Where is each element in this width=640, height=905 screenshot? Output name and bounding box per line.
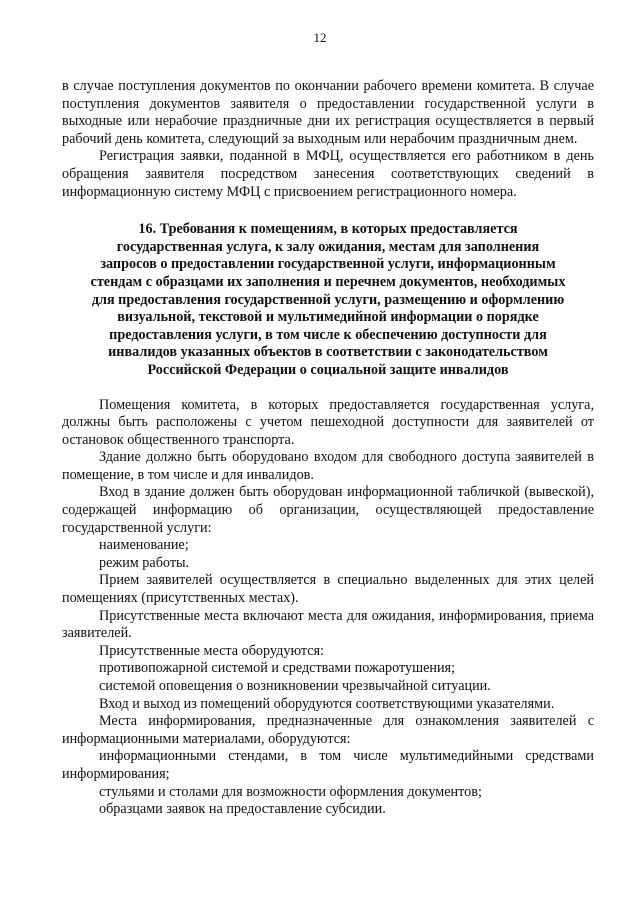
section-heading-line: предоставления услуги, в том числе к обеспечению доступности для <box>109 326 547 343</box>
page-number: 12 <box>313 30 327 45</box>
list-item: наименование; <box>99 537 189 554</box>
section-heading-line: визуальной, текстовой и мультимедийной информации о порядке <box>117 309 539 326</box>
intro-paragraph: Регистрация заявки, поданной в МФЦ, осуществляется его работником в день обращения заявителя посредством занесения соответствующих сведений в информационную систему МФЦ с присвоением регистрационного номера. <box>62 148 594 200</box>
body-paragraph: Места информирования, предназначенные для ознакомления заявителей с информационными материалами, оборудуются: <box>62 713 594 747</box>
intro-paragraph: в случае поступления документов по окончании рабочего времени комитета. В случае поступления документов заявителя о предоставлении государственной услуги в выходные или нерабочие праздничные дни их регистрация осуществляется в первый рабочий день комитета, следующий за выходным или нерабочим праздничным днем. <box>62 78 594 147</box>
list-item: системой оповещения о возникновении чрезвычайной ситуации. <box>99 678 491 694</box>
section-heading-line: Российской Федерации о социальной защите инвалидов <box>147 361 509 378</box>
section-heading-line: для предоставления государственной услуги, размещению и оформлению <box>91 291 565 308</box>
list-item: режим работы. <box>99 554 190 571</box>
body-paragraph: Здание должно быть оборудовано входом для свободного доступа заявителей в помещение, в том числе и для инвалидов. <box>62 449 594 483</box>
section-heading <box>62 221 594 379</box>
section-heading-line: инвалидов указанных объектов в соответствии с законодательством <box>108 344 548 361</box>
section-heading-line: стендам с образцами их заполнения и перечнем документов, необходимых <box>90 273 566 290</box>
section-heading-line: 16. Требования к помещениям, в которых предоставляется <box>138 221 518 238</box>
section-heading-line: запросов о предоставлении государственной услуги, информационным <box>100 256 556 273</box>
body-paragraph: Вход в здание должен быть оборудован информационной табличкой (вывеской), содержащей информацию об организации, осуществляющей предоставление государственной услуги: <box>62 484 594 536</box>
body-paragraph: Прием заявителей осуществляется в специально выделенных для этих целей помещениях (присутственных местах). <box>62 572 594 607</box>
body-paragraph: Присутственные места оборудуются: <box>99 642 324 659</box>
list-item: образцами заявок на предоставление субсидии. <box>99 801 386 818</box>
list-item: информационными стендами, в том числе мультимедийными средствами информирования; <box>62 748 594 782</box>
body-paragraph: Присутственные места включают места для ожидания, информирования, приема заявителей. <box>62 607 594 642</box>
list-item: противопожарной системой и средствами пожаротушения; <box>99 660 456 677</box>
body-paragraph: Помещения комитета, в которых предоставляется государственная услуга, должны быть расположены с учетом пешеходной доступности для заявителей от остановок общественного транспорта. <box>62 396 594 448</box>
list-item: стульями и столами для возможности оформления документов; <box>99 783 482 800</box>
document-body <box>62 78 594 819</box>
body-paragraph: Вход и выход из помещений оборудуются соответствующими указателями. <box>99 695 555 712</box>
section-heading-line: государственная услуга, к залу ожидания, местам для заполнения <box>116 238 540 255</box>
